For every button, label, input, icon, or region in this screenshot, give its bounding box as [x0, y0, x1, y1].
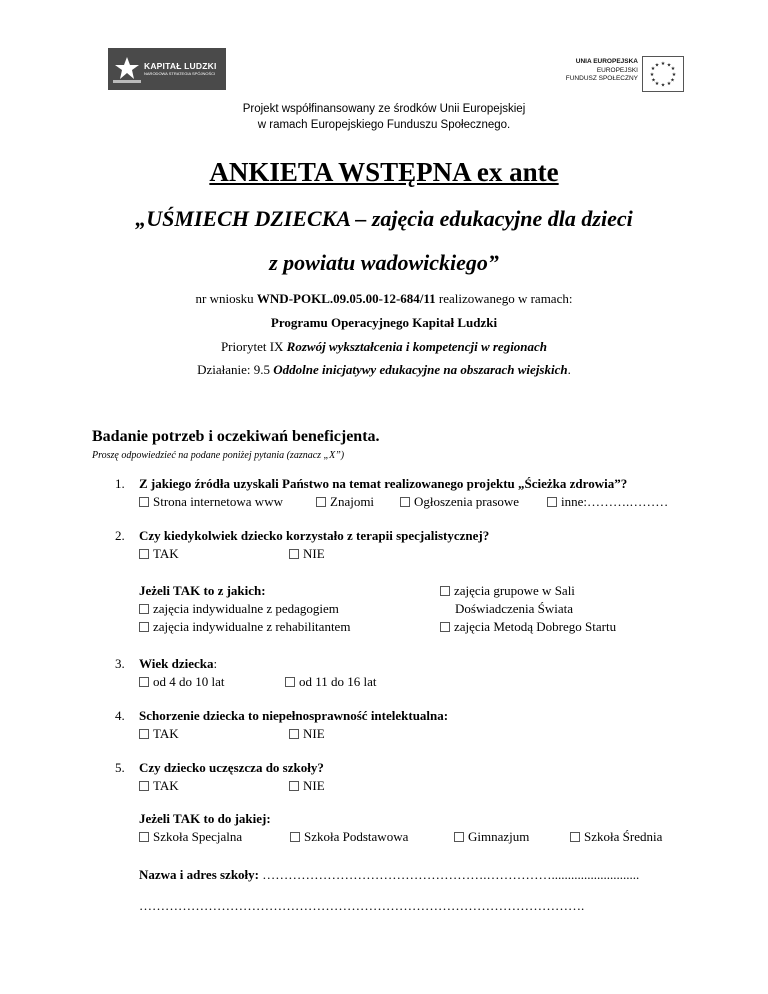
- eu-flag-icon: [642, 56, 684, 92]
- q2-sub-pedagog[interactable]: zajęcia indywidualne z pedagogiem: [139, 600, 339, 617]
- checkbox[interactable]: [454, 832, 464, 842]
- q1-option-friends[interactable]: Znajomi: [316, 493, 374, 510]
- subtitle-line1: „UŚMIECH DZIECKA – zajęcia edukacyjne dla dzieci: [135, 206, 633, 231]
- logo-left-subtitle: NARODOWA STRATEGIA SPÓJNOŚCI: [144, 71, 216, 77]
- checkbox[interactable]: [139, 549, 149, 559]
- school-address-field-2[interactable]: ………………………………………………………………………………………….: [139, 898, 585, 913]
- program-name: Programu Operacyjnego Kapitał Ludzki: [270, 315, 498, 330]
- q5-option-special[interactable]: Szkoła Specjalna: [139, 828, 242, 845]
- q1-option-press[interactable]: Ogłoszenia prasowe: [400, 493, 519, 510]
- q5-option-no[interactable]: NIE: [289, 777, 325, 794]
- svg-text:★: ★: [650, 66, 656, 72]
- school-address-line1: Nazwa i adres szkoły: …………………………………………….……………...........................: [139, 867, 640, 882]
- q2-sub-group[interactable]: zajęcia grupowe w Sali: [440, 582, 575, 599]
- checkbox[interactable]: [440, 586, 450, 596]
- q2-number: 2.: [115, 528, 125, 543]
- checkbox[interactable]: [139, 677, 149, 687]
- svg-text:★: ★: [654, 62, 660, 69]
- q3-option-4-10[interactable]: od 4 do 10 lat: [139, 673, 225, 690]
- priority-line: Priorytet IX Rozwój wykształcenia i kompetencji w regionach: [220, 339, 548, 354]
- svg-text:★: ★: [671, 72, 677, 78]
- q1-text: Z jakiego źródła uzyskali Państwo na temat realizowanego projektu „Ścieżka zdrowia”?: [139, 476, 628, 491]
- q1-number: 1.: [115, 476, 125, 491]
- svg-text:★: ★: [649, 72, 655, 78]
- svg-text:★: ★: [651, 77, 656, 84]
- checkbox[interactable]: [139, 781, 149, 791]
- checkbox[interactable]: [316, 497, 326, 507]
- action-line: Działanie: 9.5 Oddolne inicjatywy edukacyjne na obszarach wiejskich.: [197, 362, 571, 377]
- q4-option-no[interactable]: NIE: [289, 725, 325, 742]
- q1-option-website[interactable]: Strona internetowa www: [139, 493, 283, 510]
- checkbox[interactable]: [139, 622, 149, 632]
- q4-option-yes[interactable]: TAK: [139, 725, 179, 742]
- section-title: Badanie potrzeb i oczekiwań beneficjenta.: [92, 428, 380, 445]
- q5-text: Czy dziecko uczęszcza do szkoły?: [139, 760, 324, 775]
- checkbox[interactable]: [285, 677, 295, 687]
- q2-sub-label: Jeżeli TAK to z jakich:: [139, 583, 266, 598]
- q3-number: 3.: [115, 656, 125, 671]
- checkbox[interactable]: [139, 729, 149, 739]
- logo-left-title: KAPITAŁ LUDZKI: [144, 60, 217, 71]
- page-title: ANKIETA WSTĘPNA ex ante: [209, 157, 559, 187]
- q4-text: Schorzenie dziecka to niepełnosprawność intelektualna:: [139, 708, 449, 723]
- q3-option-11-16[interactable]: od 11 do 16 lat: [285, 673, 377, 690]
- checkbox[interactable]: [570, 832, 580, 842]
- checkbox[interactable]: [547, 497, 557, 507]
- svg-text:★: ★: [666, 62, 672, 69]
- svg-text:★: ★: [670, 77, 675, 84]
- checkbox[interactable]: [139, 832, 149, 842]
- kapital-ludzki-logo: [108, 48, 226, 90]
- q5-option-yes[interactable]: TAK: [139, 777, 179, 794]
- q1-option-other[interactable]: inne:……….………: [547, 493, 668, 510]
- school-address-field[interactable]: …………………………………………….……………...........................: [262, 867, 640, 882]
- svg-text:★: ★: [654, 81, 660, 87]
- checkbox[interactable]: [400, 497, 410, 507]
- q2-sub-rehab[interactable]: zajęcia indywidualne z rehabilitantem: [139, 618, 350, 635]
- checkbox[interactable]: [440, 622, 450, 632]
- checkbox[interactable]: [139, 497, 149, 507]
- instruction-text: Proszę odpowiedzieć na podane poniżej pytania (zaznacz „X”): [92, 450, 345, 461]
- q3-text: Wiek dziecka:: [139, 656, 218, 671]
- subtitle-line2: z powiatu wadowickiego”: [269, 250, 499, 275]
- svg-text:★: ★: [670, 66, 676, 72]
- q2-sub-good-start[interactable]: zajęcia Metodą Dobrego Startu: [440, 618, 616, 635]
- checkbox[interactable]: [289, 781, 299, 791]
- q5-option-primary[interactable]: Szkoła Podstawowa: [290, 828, 408, 845]
- svg-text:★: ★: [666, 81, 672, 87]
- application-number: nr wniosku WND-POKL.09.05.00-12-684/11 realizowanego w ramach:: [195, 291, 573, 306]
- q5-number: 5.: [115, 760, 125, 775]
- q5-sub-label: Jeżeli TAK to do jakiej:: [139, 811, 271, 826]
- eu-logo-text: UNIA EUROPEJSKA EUROPEJSKI FUNDUSZ SPOŁECZNY: [565, 58, 638, 82]
- q4-number: 4.: [115, 708, 125, 723]
- q5-option-gymnasium[interactable]: Gimnazjum: [454, 828, 529, 845]
- star-logo-icon: [113, 54, 141, 84]
- cofinance-note: Projekt współfinansowany ze środków Unii Europejskiej w ramach Europejskiego Funduszu Społecznego.: [242, 103, 526, 131]
- q2-text: Czy kiedykolwiek dziecko korzystało z terapii specjalistycznej?: [139, 528, 490, 543]
- svg-text:★: ★: [660, 61, 666, 67]
- checkbox[interactable]: [290, 832, 300, 842]
- checkbox[interactable]: [289, 729, 299, 739]
- q2-sub-group-cont: Doświadczenia Świata: [455, 601, 574, 616]
- q2-option-yes[interactable]: TAK: [139, 545, 179, 562]
- q2-option-no[interactable]: NIE: [289, 545, 325, 562]
- svg-text:★: ★: [660, 82, 666, 89]
- checkbox[interactable]: [139, 604, 149, 614]
- checkbox[interactable]: [289, 549, 299, 559]
- q5-option-secondary[interactable]: Szkoła Średnia: [570, 828, 662, 845]
